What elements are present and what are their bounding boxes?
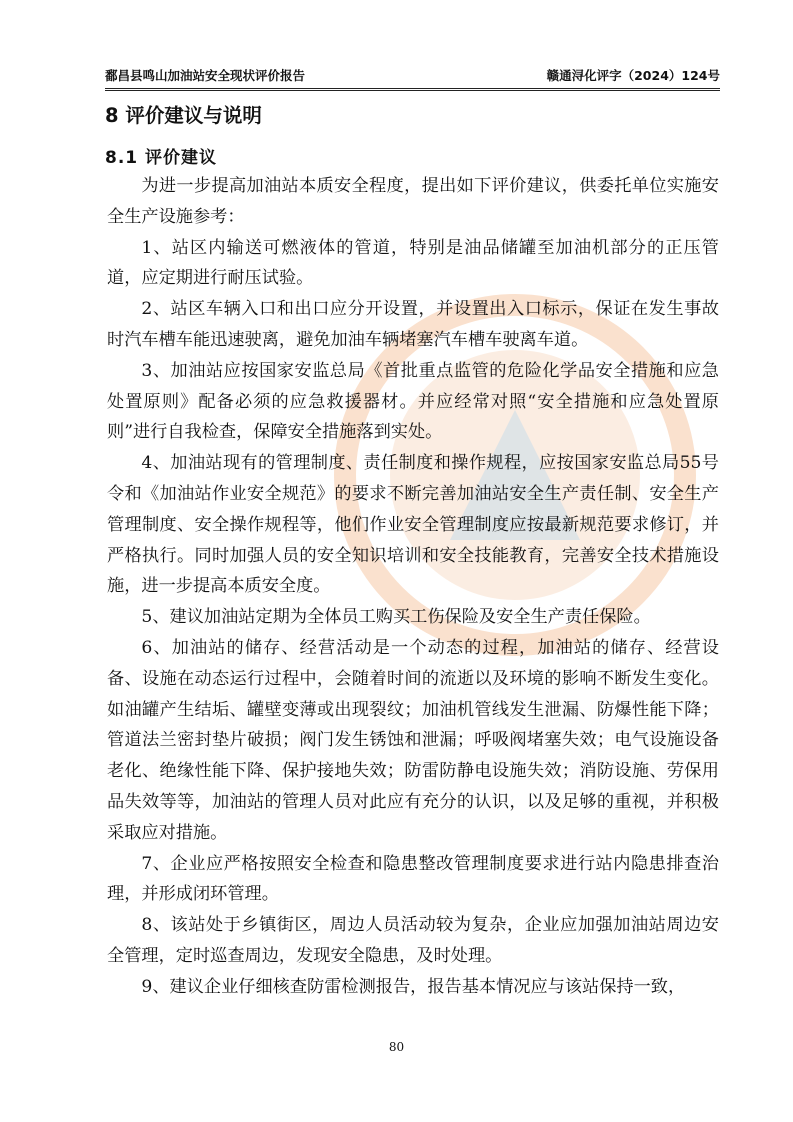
paragraph-intro: 为进一步提高加油站本质安全程度，提出如下评价建议，供委托单位实施安全生产设施参考：: [107, 176, 719, 227]
paragraph-4: 4、加油站现有的管理制度、责任制度和操作规程，应按国家安监总局55号令和《加油站作业安全规范》的要求不断完善加油站安全生产责任制、安全生产管理制度、安全操作规程等，他们作业安全管理制度应按最新规范要求修订，并严格执行。同时加强人员的安全知识培训和安全技能教育，完善安全技术措施设施，进一步提高本质安全度。: [107, 453, 719, 597]
paragraph-7: 7、企业应严格按照安全检查和隐患整改管理制度要求进行站内隐患排查治理，并形成闭环管理。: [107, 853, 719, 905]
paragraph-8: 8、该站处于乡镇街区，周边人员活动较为复杂，企业应加强加油站周边安全管理，定时巡查周边，发现安全隐患，及时处理。: [107, 915, 719, 966]
header-report-title: 鄱昌县鸣山加油站安全现状评价报告: [105, 68, 306, 83]
paragraph-3: 3、加油站应按国家安监总局《首批重点监管的危险化学品安全措施和应急处置原则》配备必须的应急救援器材。并应经常对照“安全措施和应急处置原则”进行自我检查，保障安全措施落到实处。: [107, 360, 719, 443]
header-divider: [105, 90, 720, 91]
paragraph-2: 2、站区车辆入口和出口应分开设置，并设置出入口标示，保证在发生事故时汽车槽车能迅速驶离，避免加油车辆堵塞汽车槽车驶离车道。: [107, 299, 719, 350]
page-header: [105, 66, 720, 89]
paragraph-5: 5、建议加油站定期为全体员工购买工伤保险及安全生产责任保险。: [141, 607, 651, 628]
page-number: 80: [388, 1040, 405, 1054]
paragraph-1: 1、站区内输送可燃液体的管道，特别是油品储罐至加油机部分的正压管道，应定期进行耐压试验。: [107, 237, 719, 289]
subsection-title: 8.1 评价建议: [105, 148, 218, 168]
paragraph-6: 6、加油站的储存、经营活动是一个动态的过程，加油站的储存、经营设备、设施在动态运行过程中，会随着时间的流逝以及环境的影响不断发生变化。如油罐产生结垢、罐壁变薄或出现裂纹；加油机管线发生泄漏、防爆性能下降；管道法兰密封垫片破损；阀门发生锈蚀和泄漏；呼吸阀堵塞失效；电气设施设备老化、绝缘性能下降、保护接地失效；防雷防静电设施失效；消防设施、劳保用品失效等等，加油站的管理人员对此应有充分的认识，以及足够的重视，并积极采取应对措施。: [107, 637, 719, 843]
body-text: [107, 171, 719, 1003]
section-title: 8 评价建议与说明: [105, 104, 262, 127]
paragraph-9: 9、建议企业仔细核查防雷检测报告，报告基本情况应与该站保持一致，: [141, 976, 686, 997]
header-document-number: 赣通浔化评字（2024）124号: [546, 68, 720, 83]
